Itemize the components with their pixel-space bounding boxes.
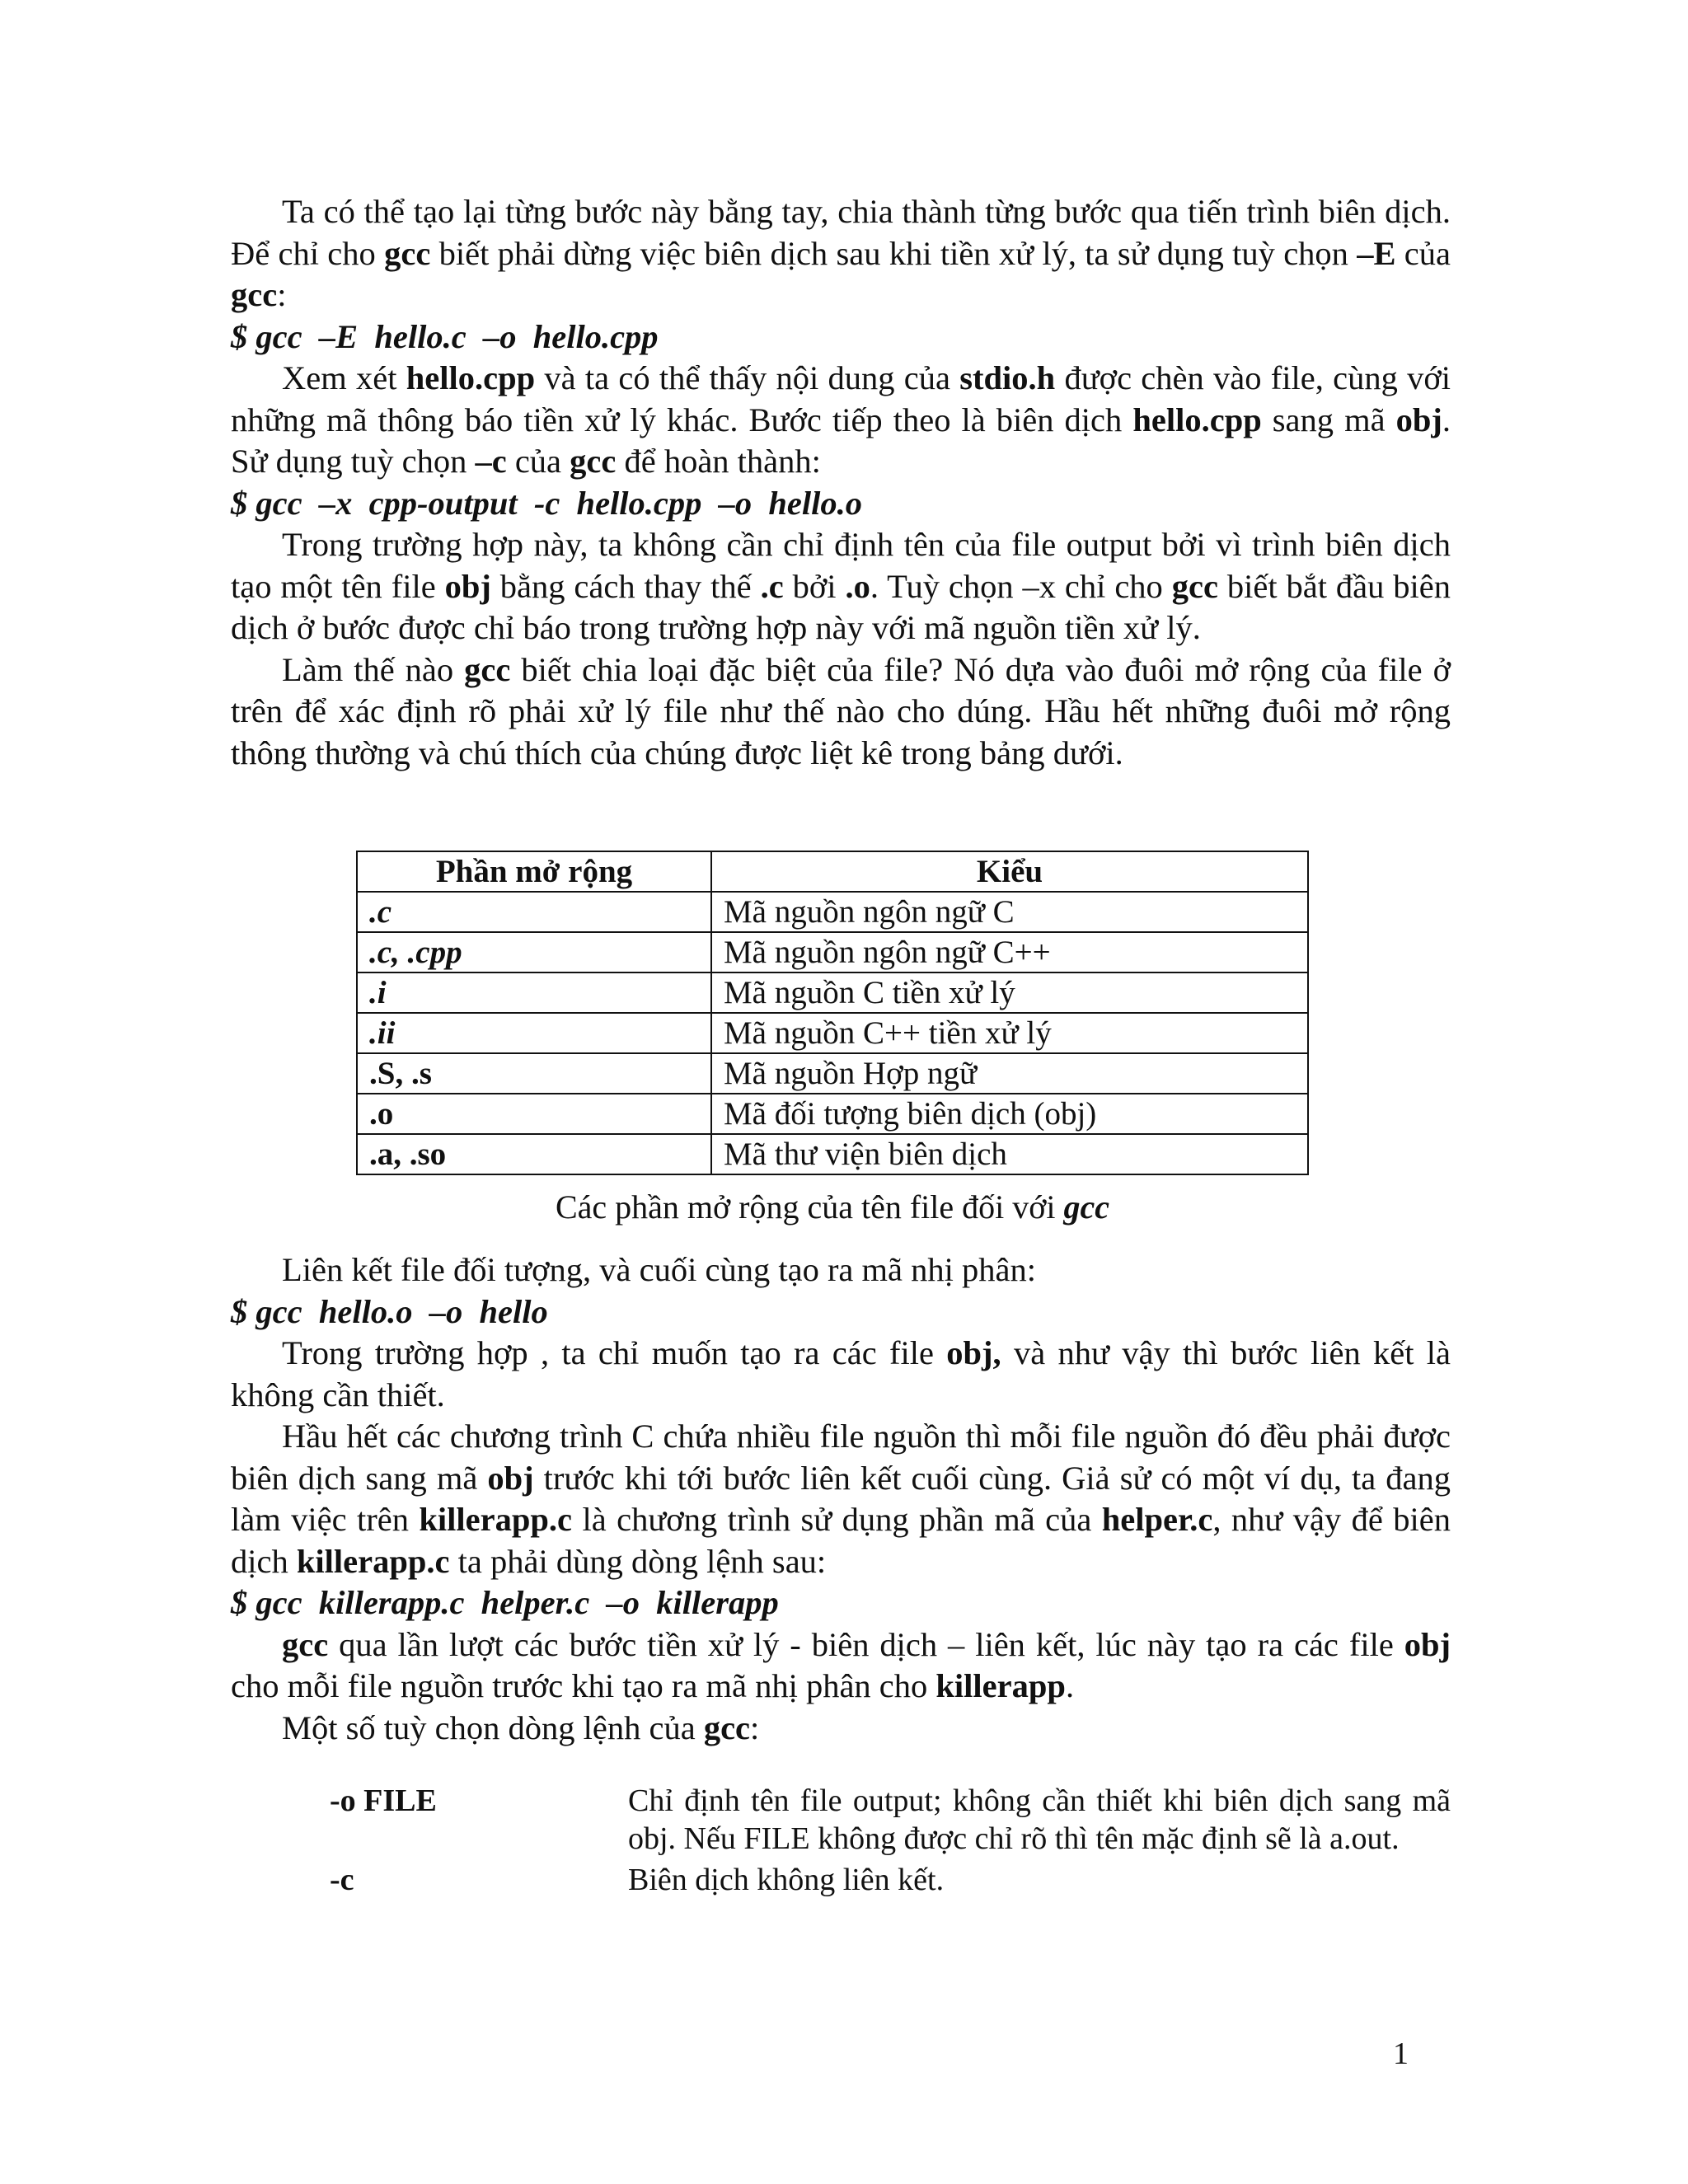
command-line: $ gcc –E hello.c –o hello.cpp: [231, 317, 659, 355]
paragraph-obj-only: Trong trường hợp , ta chỉ muốn tạo ra các file obj, và như vậy thì bước liên kết là không cần thiết.: [231, 1334, 1451, 1413]
column-header: Kiểu: [711, 851, 1308, 892]
type-cell: Mã nguồn ngôn ngữ C: [711, 892, 1308, 932]
option-description: Chỉ định tên file output; không cần thiết khi biên dịch sang mã obj. Nếu FILE không được chỉ rõ thì tên mặc định sẽ là a.out.: [628, 1783, 1451, 1856]
paragraph-multi-file: Hầu hết các chương trình C chứa nhiều file nguồn thì mỗi file nguồn đó đều phải được biên dịch sang mã obj trước khi tới bước liên kết cuối cùng. Giả sử có một ví dụ, ta đang làm việc trên killerapp.c là chương trình sử dụng phần mã của helper.c, như vậy để biên dịch killerapp.c ta phải dùng dòng lệnh sau:: [231, 1418, 1451, 1580]
table-row: [357, 1013, 1308, 1053]
option-item: [330, 1782, 1451, 1858]
command-line: $ gcc hello.o –o hello: [231, 1292, 548, 1330]
type-cell: Mã nguồn C++ tiền xử lý: [711, 1013, 1308, 1053]
paragraph-compile: Xem xét hello.cpp và ta có thể thấy nội dung của stdio.h được chèn vào file, cùng với những mã thông báo tiền xử lý khác. Bước tiếp theo là biên dịch hello.cpp sang mã obj. Sử dụng tuỳ chọn –c của gcc để hoàn thành:: [231, 359, 1451, 480]
extension-cell: .a, .so: [357, 1134, 711, 1174]
table-row: [357, 932, 1308, 972]
paragraph-output-name: Trong trường hợp này, ta không cần chỉ định tên của file output bởi vì trình biên dịch tạo một tên file obj bằng cách thay thế .c bởi .o. Tuỳ chọn –x chỉ cho gcc biết bắt đầu biên dịch ở bước được chỉ báo trong trường hợp này với mã nguồn tiền xử lý.: [231, 526, 1451, 646]
type-cell: Mã nguồn C tiền xử lý: [711, 972, 1308, 1013]
table-row: [357, 1053, 1308, 1094]
type-cell: Mã thư viện biên dịch: [711, 1134, 1308, 1174]
paragraph-options-intro: Một số tuỳ chọn dòng lệnh của gcc:: [282, 1708, 760, 1746]
paragraph-steps: gcc qua lần lượt các bước tiền xử lý - biên dịch – liên kết, lúc này tạo ra các file obj cho mỗi file nguồn trước khi tạo ra mã nhị phân cho killerapp.: [231, 1625, 1451, 1704]
extension-table: [356, 851, 1309, 1175]
option-item: [330, 1861, 1451, 1899]
option-description: Biên dịch không liên kết.: [628, 1863, 945, 1897]
table-row: [357, 972, 1308, 1013]
column-header: Phần mở rộng: [357, 851, 711, 892]
options-list: [330, 1782, 1451, 1902]
type-cell: Mã nguồn ngôn ngữ C++: [711, 932, 1308, 972]
paragraph-linking: Liên kết file đối tượng, và cuối cùng tạo ra mã nhị phân:: [282, 1251, 1036, 1288]
extension-cell: .i: [357, 972, 711, 1013]
extension-cell: .c, .cpp: [357, 932, 711, 972]
type-cell: Mã đối tượng biên dịch (obj): [711, 1094, 1308, 1134]
document-body-continued: [231, 1249, 1451, 1749]
paragraph-file-types: Làm thế nào gcc biết chia loại đặc biệt của file? Nó dựa vào đuôi mở rộng của file ở trên để xác định rõ phải xử lý file như thế nào cho dúng. Hầu hết những đuôi mở rộng thông thường và chú thích của chúng được liệt kê trong bảng dưới.: [231, 650, 1451, 771]
type-cell: Mã nguồn Hợp ngữ: [711, 1053, 1308, 1094]
extension-cell: .S, .s: [357, 1053, 711, 1094]
extension-cell: .ii: [357, 1013, 711, 1053]
table-row: [357, 1094, 1308, 1134]
table-header-row: [357, 851, 1308, 892]
table-caption: Các phần mở rộng của tên file đối với gcc: [555, 1188, 1110, 1226]
paragraph-preprocess: Ta có thể tạo lại từng bước này bằng tay, chia thành từng bước qua tiến trình biên dịch. Để chỉ cho gcc biết phải dừng việc biên dịch sau khi tiền xử lý, ta sử dụng tuỳ chọn –E của gcc:: [231, 193, 1451, 313]
option-name: -c: [330, 1863, 354, 1897]
table-row: [357, 892, 1308, 932]
option-name: -o FILE: [330, 1783, 437, 1818]
table-row: [357, 1134, 1308, 1174]
extension-cell: .c: [357, 892, 711, 932]
document-body: [231, 191, 1451, 774]
command-line: $ gcc –x cpp-output -c hello.cpp –o hello.o: [231, 484, 863, 522]
command-line: $ gcc killerapp.c helper.c –o killerapp: [231, 1584, 779, 1621]
page-number: 1: [1393, 2036, 1409, 2071]
extension-cell: .o: [357, 1094, 711, 1134]
